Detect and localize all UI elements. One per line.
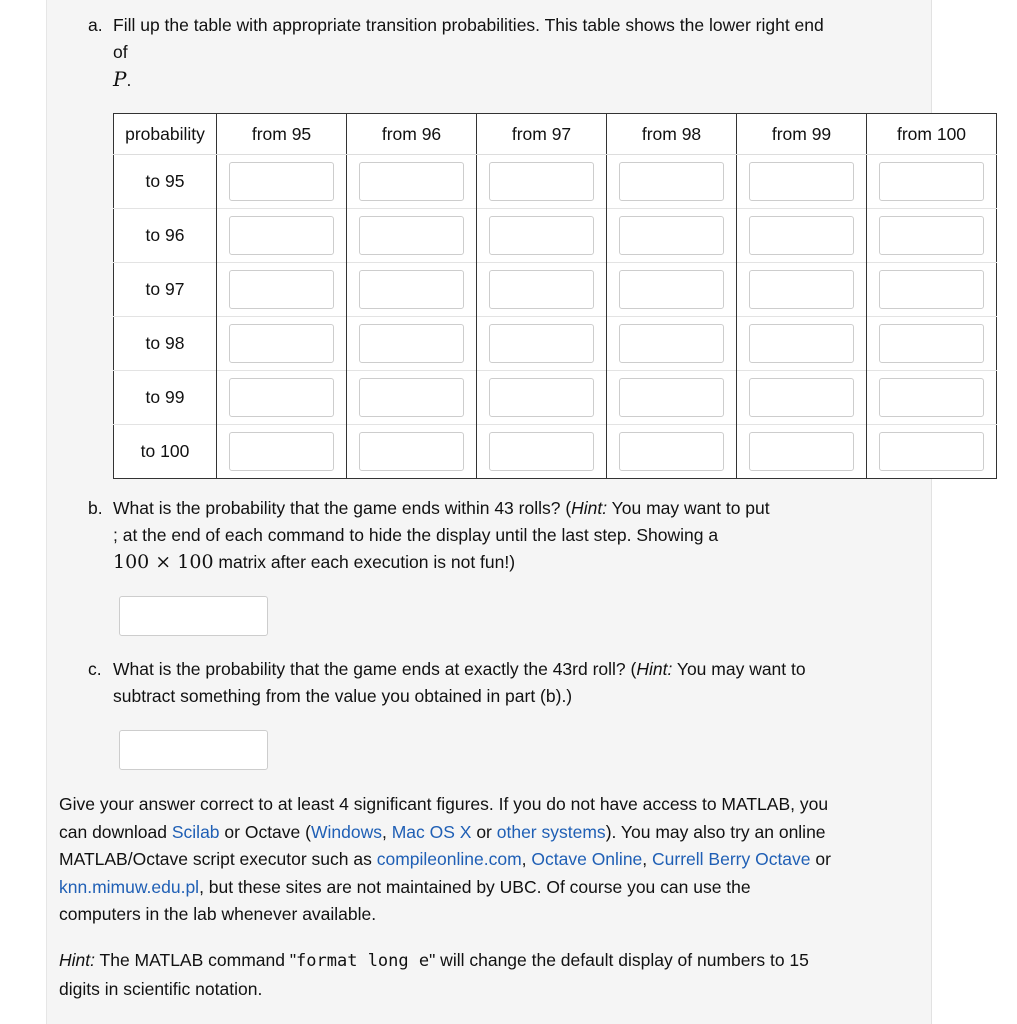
hint-text: digits in scientific notation. [59, 978, 263, 999]
part-c-text: subtract something from the value you obtained in part (b).) [113, 686, 573, 706]
part-a-text: Fill up the table with appropriate transition probabilities. This table shows the lower right end [113, 15, 824, 35]
part-a-question [113, 12, 923, 94]
probability-input[interactable] [359, 270, 464, 309]
probability-input[interactable] [229, 270, 334, 309]
probability-input[interactable] [489, 270, 594, 309]
part-c-question [113, 656, 913, 710]
instructions-text: , but these sites are not maintained by UBC. Of course you can use the [199, 876, 751, 897]
column-header: from 97 [477, 114, 607, 155]
instructions-text: MATLAB/Octave script executor such as [59, 849, 377, 870]
corner-header: probability [114, 114, 217, 155]
probability-input[interactable] [489, 216, 594, 255]
hint-paragraph [59, 947, 919, 1003]
instructions-text: or [471, 821, 497, 842]
row-header: to 95 [114, 155, 217, 209]
column-header: from 95 [217, 114, 347, 155]
probability-input[interactable] [229, 162, 334, 201]
instructions-text: Give your answer correct to at least 4 significant figures. If you do not have access to MATLAB, you [59, 794, 829, 814]
transition-table [113, 113, 997, 479]
instructions-text: or [810, 849, 831, 870]
probability-input[interactable] [359, 324, 464, 363]
probability-input[interactable] [619, 324, 724, 363]
part-b-text: ; at the end of each command to hide the display until the last step. Showing a [113, 525, 719, 545]
probability-input[interactable] [619, 162, 724, 201]
part-c-answer-input[interactable] [119, 730, 268, 770]
probability-input[interactable] [879, 162, 984, 201]
column-header: from 100 [867, 114, 997, 155]
windows-link[interactable]: Windows [310, 821, 382, 842]
probability-input[interactable] [619, 270, 724, 309]
part-b-text: What is the probability that the game ends within 43 rolls? ( [113, 498, 572, 518]
instructions-paragraph [59, 791, 919, 929]
part-b-text: matrix after each execution is not fun!) [213, 552, 516, 572]
part-c-marker: c. [88, 659, 102, 679]
separator: , [521, 849, 532, 870]
probability-input[interactable] [489, 432, 594, 471]
instructions-text: ). You may also try an online [605, 821, 826, 842]
row-header: to 96 [114, 209, 217, 263]
knn-mimuw-link[interactable]: knn.mimuw.edu.pl [59, 876, 200, 897]
row-header: to 97 [114, 263, 217, 317]
matrix-symbol: P [113, 67, 127, 91]
probability-input[interactable] [229, 432, 334, 471]
instructions-text: or Octave ( [219, 821, 311, 842]
separator: , [381, 821, 392, 842]
probability-input[interactable] [749, 216, 854, 255]
probability-input[interactable] [749, 378, 854, 417]
other-systems-link[interactable]: other systems [496, 821, 606, 842]
part-c-text: What is the probability that the game ends at exactly the 43rd roll? ( [113, 659, 637, 679]
part-b-text: You may want to put [607, 498, 770, 518]
table-row [114, 263, 997, 317]
column-header: from 99 [737, 114, 867, 155]
part-b-answer-input[interactable] [119, 596, 268, 636]
hint-label: Hint: [59, 950, 95, 970]
probability-input[interactable] [489, 162, 594, 201]
part-a-marker: a. [88, 15, 103, 35]
column-header: from 98 [607, 114, 737, 155]
probability-input[interactable] [879, 324, 984, 363]
hint-text: " will change the default display of numbers to 15 [429, 950, 809, 970]
row-header: to 98 [114, 317, 217, 371]
separator: , [642, 849, 653, 870]
table-row [114, 155, 997, 209]
probability-input[interactable] [229, 378, 334, 417]
probability-input[interactable] [229, 324, 334, 363]
probability-input[interactable] [879, 270, 984, 309]
mac-os-x-link[interactable]: Mac OS X [391, 821, 472, 842]
column-header: from 96 [347, 114, 477, 155]
probability-input[interactable] [359, 216, 464, 255]
probability-input[interactable] [749, 432, 854, 471]
probability-input[interactable] [359, 378, 464, 417]
row-header: to 100 [114, 425, 217, 479]
probability-input[interactable] [359, 432, 464, 471]
probability-input[interactable] [489, 378, 594, 417]
hint-label: Hint: [571, 498, 608, 518]
compileonline-link[interactable]: compileonline.com [376, 849, 522, 870]
probability-input[interactable] [879, 216, 984, 255]
probability-input[interactable] [749, 270, 854, 309]
probability-input[interactable] [879, 432, 984, 471]
currell-berry-octave-link[interactable]: Currell Berry Octave [652, 849, 811, 870]
table-row [114, 209, 997, 263]
matlab-command-code: format long e [296, 951, 430, 971]
part-b-marker: b. [88, 498, 103, 518]
part-a-period: . [126, 70, 132, 90]
probability-input[interactable] [359, 162, 464, 201]
probability-input[interactable] [879, 378, 984, 417]
table-row [114, 371, 997, 425]
probability-input[interactable] [749, 162, 854, 201]
matrix-size-math: 100 × 100 [113, 551, 214, 573]
part-c-text: You may want to [672, 659, 806, 679]
table-row [114, 425, 997, 479]
probability-input[interactable] [619, 216, 724, 255]
table-header-row [114, 114, 997, 155]
probability-input[interactable] [229, 216, 334, 255]
probability-input[interactable] [619, 378, 724, 417]
probability-input[interactable] [619, 432, 724, 471]
probability-input[interactable] [749, 324, 854, 363]
hint-label: Hint: [636, 659, 673, 679]
table-row [114, 317, 997, 371]
probability-input[interactable] [489, 324, 594, 363]
part-b-question [113, 495, 913, 576]
hint-text: The MATLAB command " [94, 950, 297, 970]
scilab-link[interactable]: Scilab [171, 821, 220, 842]
octave-online-link[interactable]: Octave Online [531, 849, 643, 870]
instructions-text: can download [59, 821, 172, 842]
row-header: to 99 [114, 371, 217, 425]
instructions-text: computers in the lab whenever available. [59, 904, 377, 925]
part-a-of: of [113, 42, 128, 62]
